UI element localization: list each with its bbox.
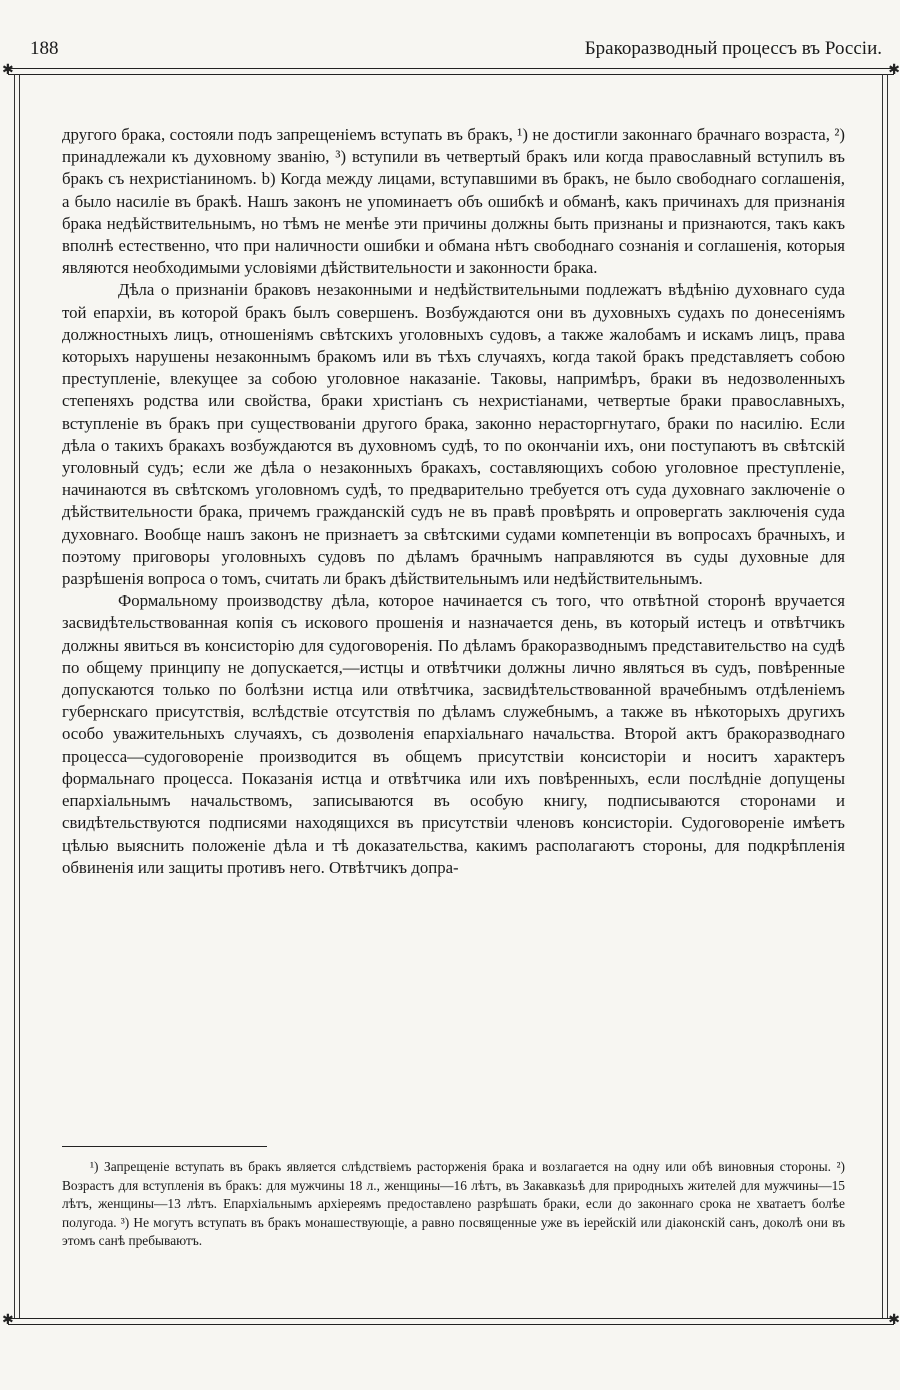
paragraph: другого брака, состояли подъ запрещеніемъ вступать въ бракъ, ¹) не достигли законнаго брачнаго возраста, ²) принадлежали къ духовному званію, ³) вступили въ четвертый бракъ или когда православный вступилъ въ бракъ съ нехристіаниномъ. b) Когда между лицами, вступавшими въ бракъ, не было свободнаго соглашенія, а было насиліе въ бракѣ. Нашъ законъ не упоминаетъ объ ошибкѣ и обманѣ, какъ причинахъ для признанія брака недѣйствительнымъ, но тѣмъ не менѣе эти причины должны быть признаны и признаются, такъ какъ вполнѣ естественно, что при наличности ошибки и обмана нѣтъ свободнаго сознанія и соглашенія, которыя являются необходимыми условіями дѣйствительности и законности брака. bbox=[62, 125, 845, 278]
running-title: Бракоразводный процессъ въ Россіи. bbox=[584, 38, 882, 59]
frame-bottom-rule bbox=[8, 1318, 894, 1325]
paragraph: Формальному производству дѣла, которое начинается съ того, что отвѣтной сторонѣ вручается засвидѣтельствованная копія съ искового прошенія и назначается день, въ который истецъ и отвѣтчикъ должны явиться въ консисторію для судоговоренія. По дѣламъ бракоразводнымъ представительство на судѣ по общему принципу не допускается,—истцы и отвѣтчики должны лично являться въ судъ, повѣренные допускаются только по болѣзни истца или отвѣтчика, засвидѣтельствованной врачебнымъ отдѣленіемъ губернскаго присутствія, вслѣдствіе отсутствія по дѣламъ служебнымъ, а также въ нѣкоторыхъ другихъ особо уважительныхъ случаяхъ, съ дозволенія епархіальнаго начальства. Второй актъ бракоразводнаго процесса—судоговореніе производится въ общемъ присутствіи консисторіи и носитъ характеръ формальнаго процесса. Показанія истца и отвѣтчика или ихъ повѣренныхъ, если послѣдніе допущены епархіальнымъ начальствомъ, записываются въ особую книгу, подписываются сторонами и свидѣтельствуются подписями находящихся въ присутствіи членовъ консисторіи. Судоговореніе имѣетъ цѣлью выяснить положеніе дѣла и тѣ доказательства, какимъ располагаютъ стороны, для подкрѣпленія обвиненія или защиты противъ него. Отвѣтчикъ допра- bbox=[62, 591, 845, 877]
footnotes: ¹) Запрещеніе вступать въ бракъ является слѣдствіемъ расторженія брака и возлагается на одну или обѣ виновныя стороны. ²) Возрастъ для вступленія въ бракъ: для мужчины 18 л., женщины—16 лѣтъ, въ Закавказьѣ для природныхъ жителей для мужчины—15 лѣтъ, женщины—13 лѣтъ. Епархіальнымъ архіереямъ предоставлено разрѣшать браки, если до законнаго срока не хватаетъ болѣе полугода. ³) Не могутъ вступать въ бракъ монашествующіе, а равно посвященные уже въ іерейскій или діаконскій санъ, доколѣ они въ этомъ санѣ пребываютъ. bbox=[62, 1159, 845, 1249]
frame-corner-ornament-icon: ✱ bbox=[888, 62, 900, 78]
frame-corner-ornament-icon: ✱ bbox=[888, 1312, 900, 1328]
frame-top-rule bbox=[8, 68, 894, 75]
paragraph: Дѣла о признаніи браковъ незаконными и недѣйствительными подлежатъ вѣдѣнію духовнаго суда той епархіи, въ которой бракъ былъ совершенъ. Возбуждаются они въ духовныхъ судахъ по донесеніямъ должностныхъ лицъ, отношеніямъ свѣтскихъ уголовныхъ судовъ, а также жалобамъ и искамъ лицъ, права которыхъ нарушены незаконнымъ бракомъ или въ тѣхъ случаяхъ, когда такой бракъ представляетъ собою преступленіе, влекущее за собою уголовное наказаніе. Таковы, напримѣръ, браки въ недозволенныхъ степеняхъ родства или свойства, браки христіанъ съ нехристіанами, четвертые браки православныхъ, вступленіе въ бракъ при существованіи другого брака, законно нерасторгнутаго, браки по насилію. Если дѣла о такихъ бракахъ возбуждаются въ духовномъ судѣ, то по окончаніи ихъ, они поступаютъ въ свѣтскій уголовный судъ; если же дѣла о незаконныхъ бракахъ, составляющихъ собою уголовное преступленіе, начинаются въ свѣтскомъ уголовномъ судѣ, то предварительно требуется отъ суда духовнаго заключеніе о дѣйствительности брака, причемъ гражданскій судъ не въ правѣ провѣрять и опровергать заключенія суда духовнаго. Вообще нашъ законъ не признаетъ за свѣтскими судами компетенціи въ вопросахъ брачныхъ, и поэтому приговоры уголовныхъ судовъ по дѣламъ брачнымъ направляются въ суды духовные для разрѣшенія вопроса о томъ, считать ли бракъ дѣйствительнымъ или недѣйствительнымъ. bbox=[62, 280, 845, 589]
main-text bbox=[62, 124, 845, 879]
page-header bbox=[30, 38, 882, 68]
frame-right-rule bbox=[882, 74, 888, 1318]
frame-corner-ornament-icon: ✱ bbox=[2, 1312, 14, 1328]
frame-left-rule bbox=[14, 74, 20, 1318]
frame-corner-ornament-icon: ✱ bbox=[2, 62, 14, 78]
footnote-separator bbox=[62, 1146, 267, 1147]
page-number: 188 bbox=[30, 38, 59, 59]
